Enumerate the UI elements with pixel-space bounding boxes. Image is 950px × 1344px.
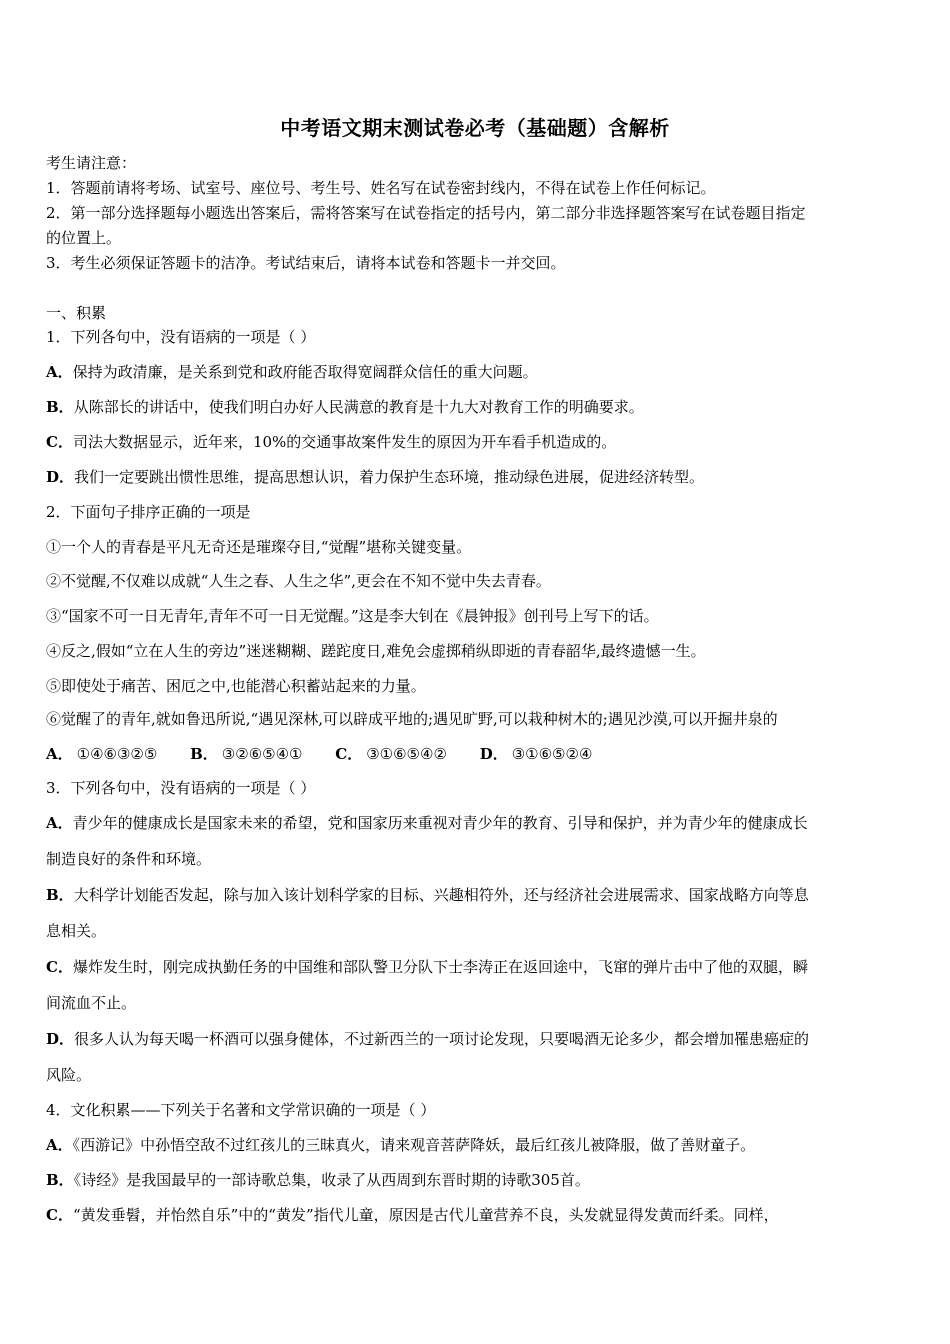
option-text: 大科学计划能否发起，除与加入该计划科学家的目标、兴趣相符外，还与经济社会进展需求、国家战略方向等息 [73,886,809,904]
section-heading: 一、积累 [46,304,107,322]
notice-item-2-cont: 的位置上。 [46,229,122,247]
q1-option-a [46,361,538,383]
page-title: 中考语文期末测试卷必考（基础题）含解析 [280,116,670,140]
option-text: ①④⑥③②⑤ [76,745,158,763]
option-label: A． [46,814,73,832]
option-text: 保持为政清廉，是关系到党和政府能否取得宽阔群众信任的重大问题。 [72,363,538,381]
option-text: 青少年的健康成长是国家未来的希望，党和国家历来重视对青少年的教育、引导和保护，并为青少年的健康成长 [72,814,808,832]
q3-option-c [46,956,808,978]
option-text: ③①⑥⑤④② [366,745,447,763]
question-3-stem: 3．下列各句中，没有语病的一项是（ ） [46,779,316,797]
option-label: D． [479,745,508,763]
option-label: C． [46,1206,73,1224]
option-text: 从陈部长的讲话中，使我们明白办好人民满意的教育是十九大对教育工作的明确要求。 [73,398,644,416]
q2-sentence-5: ⑤即使处于痛苦、困厄之中,也能潜心积蓄站起来的力量。 [46,677,426,695]
option-text: ③①⑥⑤②④ [511,745,593,763]
question-1-stem: 1．下列各句中，没有语病的一项是（ ） [46,328,316,346]
q2-sentence-3: ③“国家不可一日无青年,青年不可一日无觉醒。”这是李大钊在《晨钟报》创刊号上写下的话。 [46,607,659,625]
option-label: D． [46,468,75,486]
option-label: C． [335,745,363,763]
option-label: B． [46,1171,74,1189]
question-2-stem: 2．下面句子排序正确的一项是 [46,503,251,521]
option-label: D． [46,1030,75,1048]
option-label: B． [46,398,74,416]
question-4-stem: 4．文化积累——下列关于名著和文学常识确的一项是（ ） [46,1101,436,1119]
q3-option-c-cont: 间流血不止。 [46,994,137,1012]
q2-choice-a [46,743,157,765]
option-text: 爆炸发生时，刚完成执勤任务的中国维和部队警卫分队下士李涛正在返回途中，飞窜的弹片击中了他的双腿，瞬 [72,958,808,976]
option-text: ③②⑥⑤④① [221,745,303,763]
q2-sentence-1: ①一个人的青春是平凡无奇还是璀璨夺目,“觉醒”堪称关键变量。 [46,538,472,556]
option-label: C． [46,958,73,976]
notice-item-1: 1．答题前请将考场、试室号、座位号、考生号、姓名写在试卷密封线内，不得在试卷上作任何标记。 [46,179,716,197]
option-text: 很多人认为每天喝一杯酒可以强身健体，不过新西兰的一项讨论发现，只要喝酒无论多少，都会增加罹患癌症的 [74,1030,810,1048]
option-label: A． [46,745,73,763]
q2-sentence-6: ⑥觉醒了的青年,就如鲁迅所说,“遇见深林,可以辟成平地的;遇见旷野,可以栽种树木的;遇见沙漠,可以开掘井泉的 [46,710,778,728]
notice-item-3: 3．考生必须保证答题卡的洁净。考试结束后，请将本试卷和答题卡一并交回。 [46,254,566,272]
q2-choices [46,743,620,765]
notice-item-2: 2．第一部分选择题每小题选出答案后，需将答案写在试卷指定的括号内，第二部分非选择题答案写在试卷题目指定 [46,204,806,222]
q2-sentence-2: ②不觉醒,不仅难以成就“人生之春、人生之华”,更会在不知不觉中失去青春。 [46,572,551,590]
option-label: B． [46,886,74,904]
q1-option-d [46,466,704,488]
q2-choice-d [480,743,593,765]
q3-option-b [46,884,809,906]
option-text: 《西游记》中孙悟空敌不过红孩儿的三昧真火，请来观音菩萨降妖，最后红孩儿被降服，做了善财童子。 [72,1136,756,1154]
q3-option-d [46,1028,809,1050]
q3-option-b-cont: 息相关。 [46,922,107,940]
q2-sentence-4: ④反之,假如“立在人生的旁边”迷迷糊糊、蹉跎度日,难免会虚掷稍纵即逝的青春韶华,最终遗憾一生。 [46,642,706,660]
option-text: 我们一定要跳出惯性思维，提高思想认识，着力保护生态环境，推动绿色进展，促进经济转型。 [74,468,705,486]
q4-option-a [46,1134,755,1156]
q3-option-a [46,812,808,834]
notice-heading: 考生请注意： [46,154,137,172]
option-label: A． [46,363,73,381]
q1-option-c [46,431,616,453]
q3-option-a-cont: 制造良好的条件和环境。 [46,850,212,868]
option-label: C． [46,433,73,451]
option-label: A． [46,1136,73,1154]
q1-option-b [46,396,644,418]
option-text: “黄发垂髫，并怡然自乐”中的“黄发”指代儿童，原因是古代儿童营养不良，头发就显得发黄而纤柔。同样， [72,1206,779,1224]
q2-choice-c [335,743,447,765]
q2-choice-b [190,743,302,765]
q4-option-b [46,1169,590,1191]
option-label: B． [190,745,218,763]
q3-option-d-cont: 风险。 [46,1066,92,1084]
q4-option-c [46,1204,779,1226]
option-text: 《诗经》是我国最早的一部诗歌总集，收录了从西周到东晋时期的诗歌305首。 [73,1171,590,1189]
option-text: 司法大数据显示，近年来，10%的交通事故案件发生的原因为开车看手机造成的。 [72,433,617,451]
